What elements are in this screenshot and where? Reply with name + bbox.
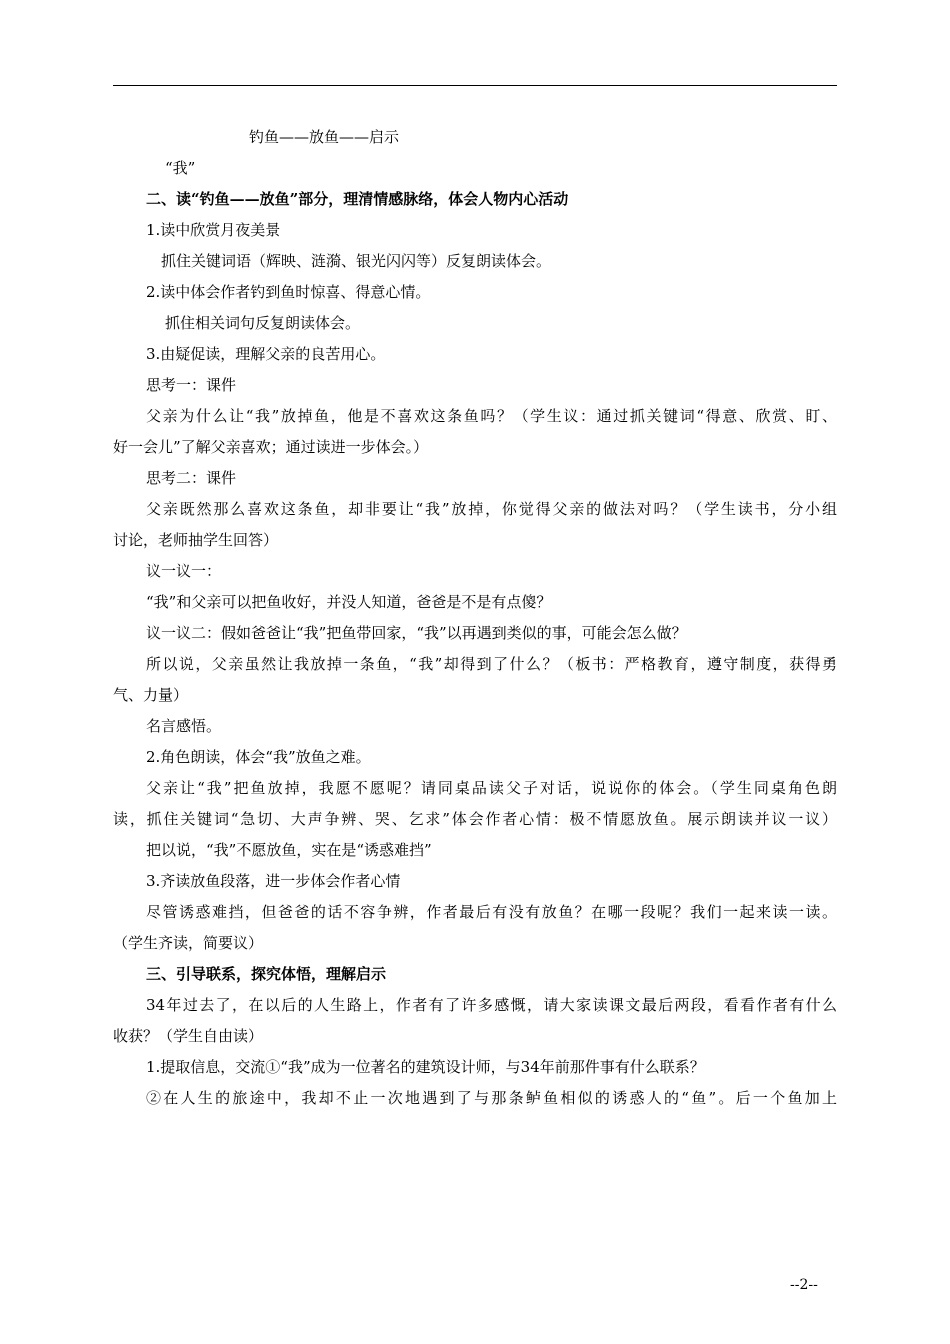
section-heading: 三、引导联系，探究体悟，理解启示 <box>146 965 387 983</box>
text-line: 3.齐读放鱼段落，进一步体会作者心情 <box>146 872 401 890</box>
text-line: 抓住关键词语（辉映、涟漪、银光闪闪等）反复朗读体会。 <box>161 252 552 270</box>
text-line: “我”和父亲可以把鱼收好，并没人知道，爸爸是不是有点傻？ <box>146 593 552 611</box>
text-line: 议一议一： <box>146 562 222 580</box>
text-line: 好一会儿”了解父亲喜欢；通过读进一步体会。） <box>113 438 429 456</box>
text-line: 3.由疑促读，理解父亲的良苦用心。 <box>146 345 386 363</box>
text-line: 名言感悟。 <box>146 717 222 735</box>
text-line: 收获？（学生自由读） <box>113 1027 264 1045</box>
header-rule <box>113 85 837 86</box>
text-line: 2.读中体会作者钓到鱼时惊喜、得意心情。 <box>146 283 431 301</box>
text-line: 钓鱼——放鱼——启示 <box>249 128 400 146</box>
text-line: 父亲让“我”把鱼放掉，我愿不愿呢？请同桌品读父子对话，说说你的体会。（学生同桌角色朗 <box>146 779 837 797</box>
text-line: 父亲既然那么喜欢这条鱼，却非要让“我”放掉，你觉得父亲的做法对吗？（学生读书，分小组 <box>146 500 837 518</box>
text-line: 2.角色朗读，体会“我”放鱼之难。 <box>146 748 371 766</box>
page-number: --2-- <box>790 1277 818 1293</box>
text-line: “我” <box>165 159 196 177</box>
text-line: 尽管诱惑难挡，但爸爸的话不容争辨，作者最后有没有放鱼？在哪一段呢？我们一起来读一读。 <box>146 903 837 921</box>
text-line: ②在人生的旅途中，我却不止一次地遇到了与那条鲈鱼相似的诱惑人的“鱼”。后一个鱼加上 <box>146 1089 837 1107</box>
text-line: 思考一：课件 <box>146 376 237 394</box>
text-line: 把以说，“我”不愿放鱼，实在是“诱惑难挡” <box>146 841 432 859</box>
text-line: 所以说，父亲虽然让我放掉一条鱼，“我”却得到了什么？（板书：严格教育，遵守制度，获得勇 <box>146 655 837 673</box>
document-body <box>113 122 837 1114</box>
text-line: 34年过去了，在以后的人生路上，作者有了许多感慨，请大家读课文最后两段，看看作者有什么 <box>146 996 837 1014</box>
text-line: 父亲为什么让“我”放掉鱼，他是不喜欢这条鱼吗？（学生议：通过抓关键词“得意、欣赏、盯、 <box>146 407 837 425</box>
text-line: 读，抓住关键词“急切、大声争辨、哭、乞求”体会作者心情：极不情愿放鱼。展示朗读并议一议） <box>113 810 837 828</box>
text-line: （学生齐读，简要议） <box>113 934 264 952</box>
text-line: 1.提取信息，交流①“我”成为一位著名的建筑设计师，与34年前那件事有什么联系？ <box>146 1058 705 1076</box>
text-line: 气、力量） <box>113 686 189 704</box>
text-line: 讨论，老师抽学生回答） <box>113 531 279 549</box>
text-line: 1.读中欣赏月夜美景 <box>146 221 281 239</box>
text-line: 抓住相关词句反复朗读体会。 <box>165 314 361 332</box>
section-heading: 二、读“钓鱼——放鱼”部分，理清情感脉络，体会人物内心活动 <box>146 190 569 208</box>
text-line: 思考二：课件 <box>146 469 237 487</box>
text-line: 议一议二：假如爸爸让“我”把鱼带回家，“我”以再遇到类似的事，可能会怎么做？ <box>146 624 687 642</box>
